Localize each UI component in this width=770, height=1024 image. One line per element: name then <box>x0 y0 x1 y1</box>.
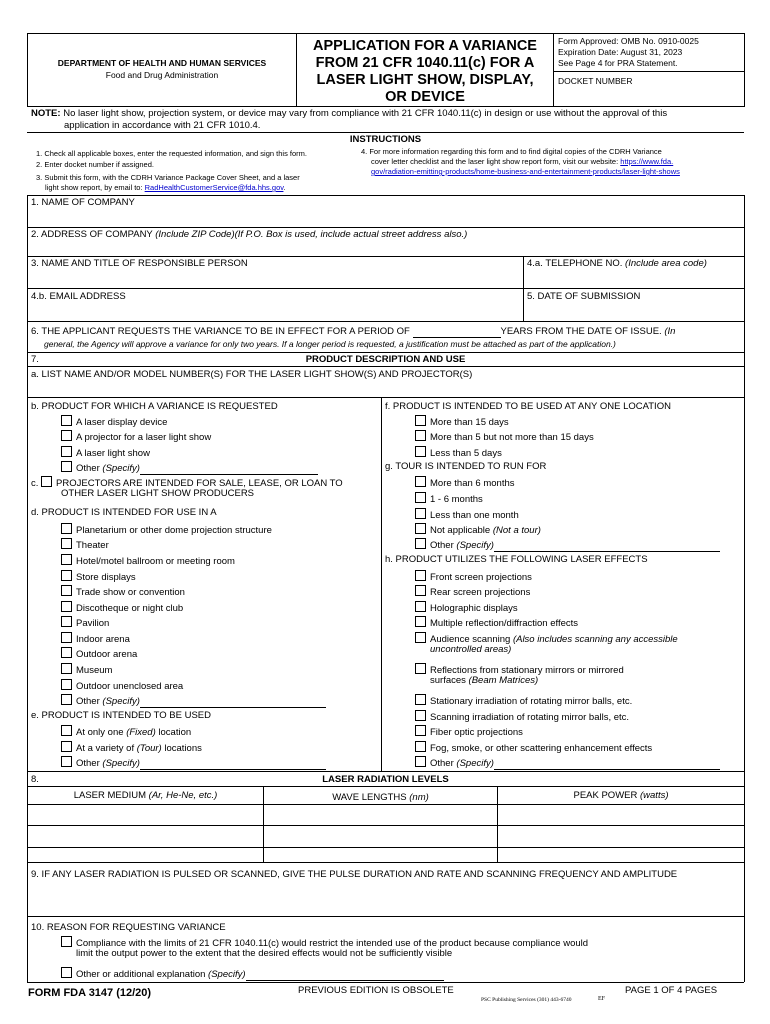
company-name-label: 1. NAME OF COMPANY <box>31 197 135 208</box>
option-multiple-reflection[interactable]: Multiple reflection/diffraction effects <box>415 616 578 630</box>
option-compliance-restricts[interactable]: Compliance with the limits of 21 CFR 1040.11(c) would restrict the intended use of the product because compliance would <box>61 936 588 950</box>
peak-power-cell[interactable] <box>499 806 742 824</box>
website-link-2[interactable]: gov/radiation-emitting-products/home-business-and-entertainment-products/laser-light-shows <box>371 167 680 176</box>
option-fixed-location[interactable]: At only one (Fixed) location <box>61 725 191 739</box>
checkbox[interactable] <box>61 936 72 947</box>
checkbox[interactable] <box>61 756 72 767</box>
checkbox[interactable] <box>415 694 426 705</box>
checkbox[interactable] <box>415 523 426 534</box>
instruction-3: 3. Submit this form, with the CDRH Variance Package Cover Sheet, and a laser <box>36 173 300 182</box>
option-projectors-for-sale-cont: OTHER LASER LIGHT SHOW PRODUCERS <box>61 488 255 499</box>
option-laser-light-show[interactable]: A laser light show <box>61 446 150 460</box>
email-address-field[interactable] <box>30 304 520 320</box>
checkbox[interactable] <box>61 616 72 627</box>
section-7-heading: PRODUCT DESCRIPTION AND USE <box>305 354 466 365</box>
website-link-1[interactable]: https://www.fda. <box>620 157 674 166</box>
option-outdoor-unenclosed[interactable]: Outdoor unenclosed area <box>61 679 183 693</box>
duration-label: f. PRODUCT IS INTENDED TO BE USED AT ANY ONE LOCATION <box>385 401 671 412</box>
submission-date-label: 5. DATE OF SUBMISSION <box>527 291 641 302</box>
option-stationary-mirrors[interactable]: Reflections from stationary mirrors or mirrored <box>415 663 624 677</box>
ef-mark: EF <box>598 996 606 1002</box>
variance-years-field[interactable] <box>413 326 501 338</box>
checkbox[interactable] <box>61 967 72 978</box>
docket-number-label: DOCKET NUMBER <box>558 76 633 86</box>
use-location-label: d. PRODUCT IS INTENDED FOR USE IN A <box>31 507 217 518</box>
option-museum[interactable]: Museum <box>61 663 112 677</box>
telephone-label: 4.a. TELEPHONE NO. (Include area code) <box>527 258 707 269</box>
option-audience-scanning[interactable]: Audience scanning (Also includes scanning any accessible <box>415 632 678 646</box>
option-effects-other[interactable]: Other (Specify) <box>415 756 720 770</box>
use-other-field[interactable] <box>140 696 326 708</box>
company-name-field[interactable] <box>30 210 742 226</box>
checkbox[interactable] <box>415 725 426 736</box>
checkbox[interactable] <box>415 508 426 519</box>
option-trade-show[interactable]: Trade show or convention <box>61 585 185 599</box>
omb-number: Form Approved: OMB No. 0910-0025 <box>558 36 699 46</box>
section-7-number: 7. <box>31 354 39 365</box>
checkbox[interactable] <box>61 538 72 549</box>
instruction-1: 1. Check all applicable boxes, enter the requested information, and sign this form. <box>36 149 307 158</box>
checkbox[interactable] <box>415 601 426 612</box>
option-stationary-mirror-balls[interactable]: Stationary irradiation of rotating mirror balls, etc. <box>415 694 632 708</box>
checkbox[interactable] <box>61 554 72 565</box>
pulse-info-field[interactable] <box>30 883 742 915</box>
checkbox[interactable] <box>61 632 72 643</box>
checkbox[interactable] <box>415 476 426 487</box>
email-link[interactable]: RadHealthCustomerService@fda.hhs.gov <box>144 183 284 192</box>
compliance-restricts-cont: limit the output power to the extent that the desired effects would not be sufficiently visible <box>76 948 453 959</box>
responsible-person-field[interactable] <box>30 271 520 287</box>
checkbox[interactable] <box>61 415 72 426</box>
option-more-than-6-months[interactable]: More than 6 months <box>415 476 515 490</box>
option-theater[interactable]: Theater <box>61 538 109 552</box>
checkbox[interactable] <box>61 679 72 690</box>
page-number: PAGE 1 OF 4 PAGES <box>625 985 718 996</box>
product-other-field[interactable] <box>140 463 318 475</box>
tour-duration-label: g. TOUR IS INTENDED TO RUN FOR <box>385 461 547 472</box>
laser-medium-header: LASER MEDIUM (Ar, He-Ne, etc.) <box>73 790 218 801</box>
checkbox[interactable] <box>415 710 426 721</box>
variance-period-note: general, the Agency will approve a variance for only two years. If a longer period is requested, a justification must be attached as part of the application.) <box>44 339 616 349</box>
checkbox[interactable] <box>415 616 426 627</box>
checkbox[interactable] <box>61 694 72 705</box>
checkbox[interactable] <box>415 415 426 426</box>
option-planetarium[interactable]: Planetarium or other dome projection structure <box>61 523 272 537</box>
option-5-to-15-days[interactable]: More than 5 but not more than 15 days <box>415 430 594 444</box>
section-8-number: 8. <box>31 774 39 785</box>
option-laser-display-device[interactable]: A laser display device <box>61 415 167 429</box>
publisher-credit: PSC Publishing Services (301) 443-6740 <box>481 997 572 1003</box>
other-explanation-field[interactable] <box>246 969 444 981</box>
instruction-2: 2. Enter docket number if assigned. <box>36 160 154 169</box>
checkbox[interactable] <box>61 647 72 658</box>
option-rear-screen[interactable]: Rear screen projections <box>415 585 530 599</box>
pra-statement: See Page 4 for PRA Statement. <box>558 58 678 68</box>
laser-effects-label: h. PRODUCT UTILIZES THE FOLLOWING LASER EFFECTS <box>385 554 648 565</box>
checkbox[interactable] <box>415 446 426 457</box>
checkbox[interactable] <box>61 741 72 752</box>
checkbox[interactable] <box>61 570 72 581</box>
peak-power-header: PEAK POWER (watts) <box>573 790 669 801</box>
model-numbers-label: a. LIST NAME AND/OR MODEL NUMBER(S) FOR THE LASER LIGHT SHOW(S) AND PROJECTOR(S) <box>31 369 473 380</box>
company-address-field[interactable] <box>30 242 742 256</box>
checkbox[interactable] <box>41 476 52 487</box>
instruction-3-cont: light show report, by email to: RadHealthCustomerService@fda.hhs.gov. <box>45 183 286 192</box>
option-fog-smoke[interactable]: Fog, smoke, or other scattering enhancement effects <box>415 741 652 755</box>
option-tour-other[interactable]: Other (Specify) <box>415 538 720 552</box>
option-tour-locations[interactable]: At a variety of (Tour) locations <box>61 741 202 755</box>
previous-edition-notice: PREVIOUS EDITION IS OBSOLETE <box>298 985 454 996</box>
tour-other-field[interactable] <box>494 540 720 552</box>
checkbox[interactable] <box>415 632 426 643</box>
checkbox[interactable] <box>61 461 72 472</box>
responsible-person-label: 3. NAME AND TITLE OF RESPONSIBLE PERSON <box>31 258 248 269</box>
form-title: APPLICATION FOR A VARIANCE FROM 21 CFR 1040.11(c) FOR A LASER LIGHT SHOW, DISPLAY, OR DEVICE <box>313 38 537 105</box>
option-pavilion[interactable]: Pavilion <box>61 616 109 630</box>
checkbox[interactable] <box>61 601 72 612</box>
option-projectors-for-sale[interactable]: c. PROJECTORS ARE INTENDED FOR SALE, LEASE, OR LOAN TO <box>31 478 343 489</box>
option-front-screen[interactable]: Front screen projections <box>415 570 532 584</box>
wavelengths-cell[interactable] <box>265 806 495 824</box>
option-projector[interactable]: A projector for a laser light show <box>61 430 211 444</box>
option-use-other[interactable]: Other (Specify) <box>61 694 326 708</box>
instruction-4-cont: cover letter checklist and the laser light show report form, visit our website: https://www.fda. <box>371 157 674 166</box>
checkbox[interactable] <box>415 570 426 581</box>
product-type-label: b. PRODUCT FOR WHICH A VARIANCE IS REQUESTED <box>31 401 278 412</box>
note: NOTE: No laser light show, projection system, or device may vary from compliance with 21 CFR 1040.11(c) in design or use without the approval of this <box>31 108 668 119</box>
checkbox[interactable] <box>415 538 426 549</box>
checkbox[interactable] <box>415 430 426 441</box>
checkbox[interactable] <box>61 725 72 736</box>
checkbox[interactable] <box>415 585 426 596</box>
variance-period-label: 6. THE APPLICANT REQUESTS THE VARIANCE TO BE IN EFFECT FOR A PERIOD OF YEARS FROM THE DATE OF ISSUE. (In <box>31 326 676 337</box>
option-other-explanation[interactable]: Other or additional explanation (Specify) <box>61 967 444 981</box>
checkbox[interactable] <box>61 523 72 534</box>
agency-name: Food and Drug Administration <box>105 70 219 80</box>
checkbox[interactable] <box>61 430 72 441</box>
form-number: FORM FDA 3147 (12/20) <box>28 987 152 999</box>
option-less-than-one-month[interactable]: Less than one month <box>415 508 519 522</box>
instruction-4: 4. For more information regarding this form and to find digital copies of the CDRH Variance <box>361 147 662 156</box>
option-fiber-optic[interactable]: Fiber optic projections <box>415 725 523 739</box>
option-1-6-months[interactable]: 1 - 6 months <box>415 492 483 506</box>
submission-date-field[interactable] <box>526 304 742 320</box>
docket-number-field[interactable] <box>556 88 742 104</box>
checkbox[interactable] <box>61 446 72 457</box>
option-outdoor-arena[interactable]: Outdoor arena <box>61 647 137 661</box>
option-not-applicable[interactable]: Not applicable (Not a tour) <box>415 523 541 537</box>
mode-other-field[interactable] <box>140 758 326 770</box>
option-indoor-arena[interactable]: Indoor arena <box>61 632 130 646</box>
option-store-displays[interactable]: Store displays <box>61 570 136 584</box>
instructions-heading: INSTRUCTIONS <box>349 134 422 145</box>
option-mode-other[interactable]: Other (Specify) <box>61 756 326 770</box>
option-product-other[interactable]: Other (Specify) <box>61 461 318 475</box>
pulse-info-label: 9. IF ANY LASER RADIATION IS PULSED OR SCANNED, GIVE THE PULSE DURATION AND RATE AND SCANNING FREQUENCY AND AMPLITUDE <box>31 869 678 880</box>
use-mode-label: e. PRODUCT IS INTENDED TO BE USED <box>31 710 212 721</box>
model-numbers-field[interactable] <box>30 382 742 396</box>
company-address-label: 2. ADDRESS OF COMPANY (Include ZIP Code)(If P.O. Box is used, include actual street address also.) <box>31 229 468 240</box>
audience-scanning-cont: uncontrolled areas) <box>430 644 512 655</box>
checkbox[interactable] <box>415 492 426 503</box>
note-continuation: application in accordance with 21 CFR 1010.4. <box>64 120 261 131</box>
option-discotheque[interactable]: Discotheque or night club <box>61 601 183 615</box>
option-scanning-mirror-balls[interactable]: Scanning irradiation of rotating mirror balls, etc. <box>415 710 629 724</box>
option-hotel-ballroom[interactable]: Hotel/motel ballroom or meeting room <box>61 554 235 568</box>
effects-other-field[interactable] <box>494 758 720 770</box>
expiration-date: Expiration Date: August 31, 2023 <box>558 47 683 57</box>
email-address-label: 4.b. EMAIL ADDRESS <box>31 291 126 302</box>
option-holographic[interactable]: Holographic displays <box>415 601 518 615</box>
checkbox[interactable] <box>415 741 426 752</box>
checkbox[interactable] <box>61 585 72 596</box>
department-name: DEPARTMENT OF HEALTH AND HUMAN SERVICES <box>57 58 267 68</box>
stationary-mirrors-cont: surfaces (Beam Matrices) <box>430 675 539 686</box>
wavelengths-header: WAVE LENGTHS (nm) <box>332 792 429 803</box>
checkbox[interactable] <box>415 663 426 674</box>
option-less-than-5-days[interactable]: Less than 5 days <box>415 446 502 460</box>
variance-reason-label: 10. REASON FOR REQUESTING VARIANCE <box>31 922 226 933</box>
telephone-field[interactable] <box>526 271 742 287</box>
option-more-than-15-days[interactable]: More than 15 days <box>415 415 509 429</box>
section-8-heading: LASER RADIATION LEVELS <box>322 774 449 785</box>
checkbox[interactable] <box>61 663 72 674</box>
checkbox[interactable] <box>415 756 426 767</box>
laser-medium-cell[interactable] <box>29 806 261 824</box>
